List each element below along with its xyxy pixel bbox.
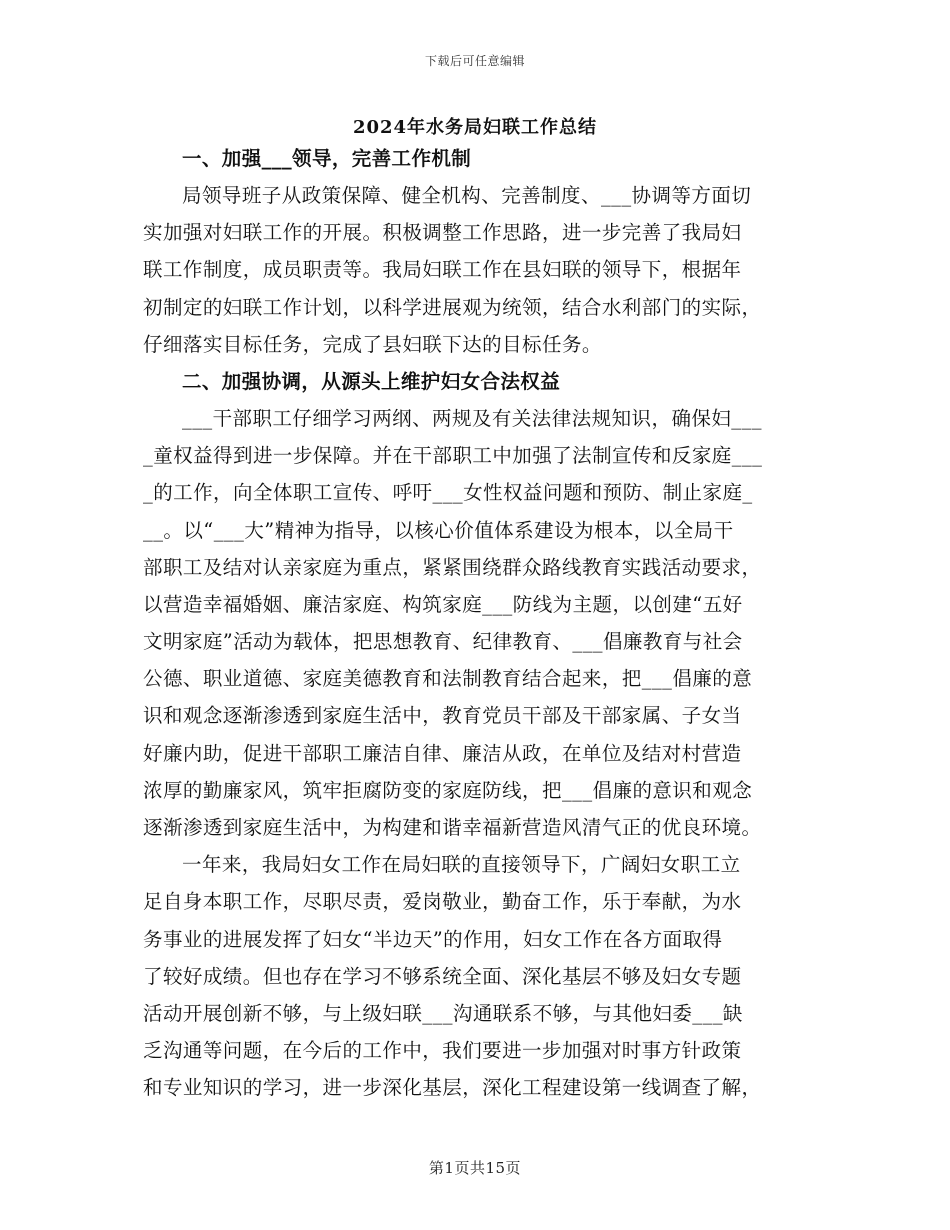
section-2-paragraph (143, 400, 807, 846)
document-body (143, 140, 807, 1107)
paragraph-line: 乏沟通等问题，在今后的工作中，我们要进一步加强对时事方针政策 (143, 1039, 742, 1063)
paragraph-line: 实加强对妇联工作的开展。积极调整工作思路，进一步完善了我局妇 (143, 221, 742, 245)
paragraph-line: _童权益得到进一步保障。并在干部职工中加强了法制宣传和反家庭___ (143, 444, 763, 468)
section-3-paragraph (143, 846, 807, 1106)
header-note: 下载后可任意编辑 (424, 54, 525, 68)
paragraph-line: 联工作制度，成员职责等。我局妇联工作在县妇联的领导下，根据年 (143, 258, 742, 282)
paragraph-line: 仔细落实目标任务，完成了县妇联下达的目标任务。 (143, 332, 602, 356)
paragraph-line: 逐渐渗透到家庭生活中，为构建和谐幸福新营造风清气正的优良环境。 (143, 816, 762, 839)
paragraph-line: 公德、职业道德、家庭美德教育和法制教育结合起来，把___倡廉的意 (143, 667, 753, 691)
paragraph-line: 局领导班子从政策保障、健全机构、完善制度、___协调等方面切 (182, 184, 752, 207)
paragraph-line: 文明家庭”活动为载体，把思想教育、纪律教育、___倡廉教育与社会 (143, 630, 743, 654)
paragraph-line: 和专业知识的学习，进一步深化基层，深化工程建设第一线调查了解， (143, 1076, 762, 1100)
paragraph-line: 以营造幸福婚姻、廉洁家庭、构筑家庭___防线为主题，以创建“五好 (143, 592, 743, 616)
document-title: 2024年水务局妇联工作总结 (352, 117, 598, 138)
section-1-heading: 一、加强___领导，完善工作机制 (182, 147, 472, 170)
paragraph-line: 足自身本职工作，尽职尽责，爱岗敬业，勤奋工作，乐于奉献，为水 (143, 890, 742, 914)
paragraph-line: 活动开展创新不够，与上级妇联___沟通联系不够，与其他妇委___缺 (143, 1001, 743, 1025)
section-1-paragraph (143, 177, 807, 363)
paragraph-line: __。以“___大”精神为指导，以核心价值体系建设为根本，以全局干 (143, 518, 734, 542)
section-2-heading: 二、加强协调，从源头上维护妇女合法权益 (182, 369, 561, 393)
paragraph-line: 好廉内助，促进干部职工廉洁自律、廉洁从政，在单位及结对村营造 (143, 741, 742, 765)
paragraph-line: 一年来，我局妇女工作在局妇联的直接领导下，广阔妇女职工立 (182, 853, 741, 877)
paragraph-line: 初制定的妇联工作计划，以科学进展观为统领，结合水利部门的实际， (143, 295, 762, 319)
paragraph-line: 了较好成绩。但也存在学习不够系统全面、深化基层不够及妇女专题 (143, 964, 742, 988)
paragraph-line: 识和观念逐渐渗透到家庭生活中，教育党员干部及干部家属、子女当 (143, 704, 742, 728)
page-footer: 第1页共15页 (428, 1159, 522, 1177)
paragraph-line: 部职工及结对认亲家庭为重点，紧紧围绕群众路线教育实践活动要求， (143, 555, 762, 579)
paragraph-line: ___干部职工仔细学习两纲、两规及有关法律法规知识，确保妇___ (182, 406, 762, 430)
paragraph-line: 浓厚的勤廉家风，筑牢拒腐防变的家庭防线，把___倡廉的意识和观念 (143, 778, 753, 802)
paragraph-line: 务事业的进展发挥了妇女“半边天”的作用，妇女工作在各方面取得 (143, 927, 723, 951)
paragraph-line: _的工作，向全体职工宣传、呼吁___女性权益问题和预防、制止家庭_ (143, 481, 753, 505)
